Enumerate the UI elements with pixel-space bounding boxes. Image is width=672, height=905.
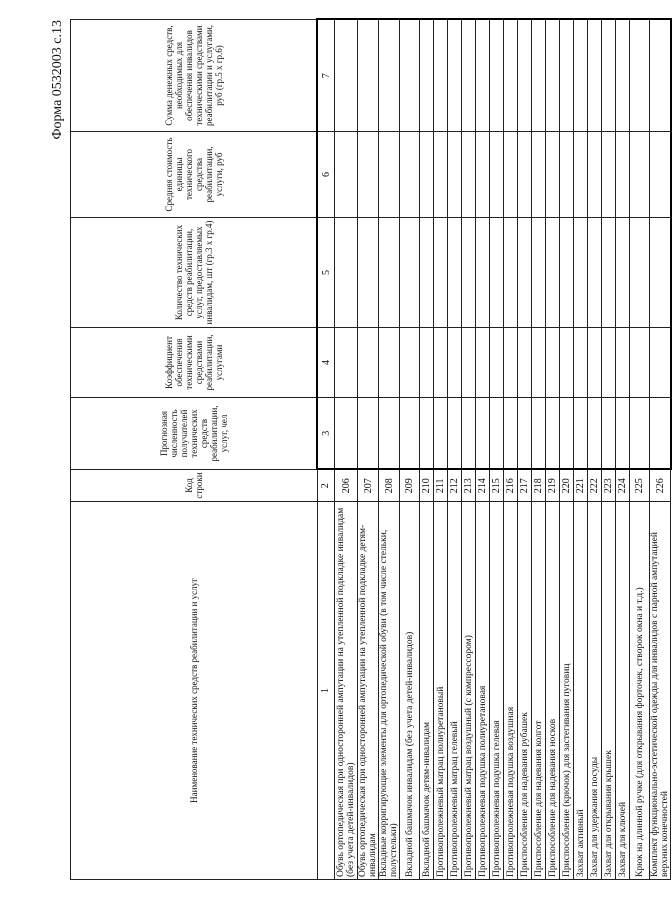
value-cell[interactable] <box>476 398 490 470</box>
row-code: 217 <box>518 470 532 502</box>
value-cell[interactable] <box>504 132 518 218</box>
value-cell[interactable] <box>504 218 518 328</box>
table-row <box>518 20 532 880</box>
value-cell[interactable] <box>434 398 448 470</box>
value-cell[interactable] <box>379 218 400 328</box>
value-cell[interactable] <box>574 132 588 218</box>
value-cell[interactable] <box>379 132 400 218</box>
row-code: 221 <box>574 470 588 502</box>
value-cell[interactable] <box>588 218 602 328</box>
row-name: Противопролежневая подушка гелевая <box>490 502 504 880</box>
value-cell[interactable] <box>588 328 602 398</box>
value-cell[interactable] <box>448 132 462 218</box>
value-cell[interactable] <box>518 20 532 132</box>
table-row <box>616 20 630 880</box>
table-row <box>400 20 420 880</box>
value-cell[interactable] <box>420 132 434 218</box>
col-number: 6 <box>317 132 335 218</box>
row-code: 223 <box>602 470 616 502</box>
value-cell[interactable] <box>379 20 400 132</box>
value-cell[interactable] <box>358 328 379 398</box>
table-row <box>532 20 546 880</box>
value-cell[interactable] <box>462 218 476 328</box>
value-cell[interactable] <box>504 328 518 398</box>
value-cell[interactable] <box>504 20 518 132</box>
col-header-unit-cost: Средняя стоимость единицы технического средства реабилитации, услуги, руб <box>71 132 318 218</box>
value-cell[interactable] <box>448 328 462 398</box>
value-cell[interactable] <box>616 218 630 328</box>
value-cell[interactable] <box>650 132 671 218</box>
value-cell[interactable] <box>420 328 434 398</box>
row-code: 226 <box>650 470 671 502</box>
row-code: 215 <box>490 470 504 502</box>
row-code: 222 <box>588 470 602 502</box>
value-cell[interactable] <box>462 398 476 470</box>
form-code: Форма 0532003 с.13 <box>50 20 65 140</box>
row-name: Противопролежневая подушка воздушная <box>504 502 518 880</box>
value-cell[interactable] <box>420 20 434 132</box>
value-cell[interactable] <box>588 20 602 132</box>
row-name: Приспособление для надевания носков <box>546 502 560 880</box>
value-cell[interactable] <box>602 398 616 470</box>
value-cell[interactable] <box>490 132 504 218</box>
row-name: Вкладной башмачок детям-инвалидам <box>420 502 434 880</box>
value-cell[interactable] <box>358 20 379 132</box>
row-code: 214 <box>476 470 490 502</box>
row-code: 208 <box>379 470 400 502</box>
value-cell[interactable] <box>630 20 650 132</box>
value-cell[interactable] <box>602 218 616 328</box>
row-name: Захват для открывания крышек <box>602 502 616 880</box>
row-code: 220 <box>560 470 574 502</box>
value-cell[interactable] <box>588 398 602 470</box>
value-cell[interactable] <box>630 218 650 328</box>
value-cell[interactable] <box>490 328 504 398</box>
value-cell[interactable] <box>490 20 504 132</box>
table-row <box>434 20 448 880</box>
row-name: Противопролежневый матрац воздушный (с компрессором) <box>462 502 476 880</box>
table-row <box>358 20 379 880</box>
value-cell[interactable] <box>560 20 574 132</box>
row-code: 207 <box>358 470 379 502</box>
value-cell[interactable] <box>448 218 462 328</box>
row-code: 219 <box>546 470 560 502</box>
table-row <box>602 20 616 880</box>
row-name: Захват для удержания посуды <box>588 502 602 880</box>
value-cell[interactable] <box>630 398 650 470</box>
value-cell[interactable] <box>574 328 588 398</box>
row-code: 210 <box>420 470 434 502</box>
row-code: 212 <box>448 470 462 502</box>
table-row <box>504 20 518 880</box>
row-name: Приспособление для надевания колгот <box>532 502 546 880</box>
row-name: Захват активный <box>574 502 588 880</box>
value-cell[interactable] <box>335 328 358 398</box>
value-cell[interactable] <box>518 218 532 328</box>
table-row <box>588 20 602 880</box>
value-cell[interactable] <box>358 218 379 328</box>
row-name: Приспособление (крючок) для застегивания пуговиц <box>560 502 574 880</box>
table-row <box>574 20 588 880</box>
value-cell[interactable] <box>434 132 448 218</box>
value-cell[interactable] <box>546 132 560 218</box>
row-code: 209 <box>400 470 420 502</box>
value-cell[interactable] <box>616 398 630 470</box>
row-name: Комплект функционально-эстетической одежды для инвалидов с парной ампутацией верхних конечностей <box>650 502 671 880</box>
table-row <box>335 20 358 880</box>
value-cell[interactable] <box>518 328 532 398</box>
value-cell[interactable] <box>532 398 546 470</box>
value-cell[interactable] <box>650 398 671 470</box>
value-cell[interactable] <box>560 398 574 470</box>
row-code: 206 <box>335 470 358 502</box>
value-cell[interactable] <box>335 20 358 132</box>
col-header-quantity: Количество технических средств реабилитации, услуг, предоставляемых инвалидам, шт (гр.3 х гр.4) <box>71 218 318 328</box>
row-name: Обувь ортопедическая при односторонней ампутации на утепленной подкладке инвалидам (без учета детей-инвалидов) <box>335 502 358 880</box>
value-cell[interactable] <box>532 328 546 398</box>
value-cell[interactable] <box>400 218 420 328</box>
value-cell[interactable] <box>400 328 420 398</box>
value-cell[interactable] <box>602 132 616 218</box>
col-header-name: Наименование технических средств реабилитации и услуг <box>71 502 318 880</box>
value-cell[interactable] <box>588 132 602 218</box>
value-cell[interactable] <box>434 218 448 328</box>
value-cell[interactable] <box>462 132 476 218</box>
value-cell[interactable] <box>420 398 434 470</box>
table-row <box>462 20 476 880</box>
value-cell[interactable] <box>448 398 462 470</box>
row-code: 224 <box>616 470 630 502</box>
value-cell[interactable] <box>616 132 630 218</box>
header-row <box>71 20 318 880</box>
col-number: 2 <box>317 470 335 502</box>
col-header-recipients: Прогнозная численность получателей технических средств реабилитации, услуг, чел <box>71 398 318 470</box>
value-cell[interactable] <box>574 398 588 470</box>
value-cell[interactable] <box>650 218 671 328</box>
value-cell[interactable] <box>335 132 358 218</box>
value-cell[interactable] <box>560 218 574 328</box>
value-cell[interactable] <box>434 328 448 398</box>
value-cell[interactable] <box>476 132 490 218</box>
value-cell[interactable] <box>546 218 560 328</box>
value-cell[interactable] <box>379 398 400 470</box>
value-cell[interactable] <box>630 132 650 218</box>
row-code: 218 <box>532 470 546 502</box>
col-number: 1 <box>317 502 335 880</box>
value-cell[interactable] <box>532 132 546 218</box>
value-cell[interactable] <box>532 20 546 132</box>
value-cell[interactable] <box>602 20 616 132</box>
value-cell[interactable] <box>476 328 490 398</box>
value-cell[interactable] <box>546 398 560 470</box>
value-cell[interactable] <box>462 328 476 398</box>
value-cell[interactable] <box>650 328 671 398</box>
row-code: 213 <box>462 470 476 502</box>
value-cell[interactable] <box>490 218 504 328</box>
value-cell[interactable] <box>358 398 379 470</box>
table-row <box>448 20 462 880</box>
col-number: 7 <box>317 20 335 132</box>
value-cell[interactable] <box>518 398 532 470</box>
rehab-means-table <box>70 19 672 881</box>
table-row <box>476 20 490 880</box>
table-row <box>420 20 434 880</box>
value-cell[interactable] <box>560 328 574 398</box>
table-row <box>650 20 671 880</box>
col-number: 5 <box>317 218 335 328</box>
value-cell[interactable] <box>490 398 504 470</box>
row-code: 211 <box>434 470 448 502</box>
table-row <box>379 20 400 880</box>
value-cell[interactable] <box>616 20 630 132</box>
table-row <box>490 20 504 880</box>
column-number-row <box>317 20 335 880</box>
value-cell[interactable] <box>574 218 588 328</box>
value-cell[interactable] <box>400 132 420 218</box>
value-cell[interactable] <box>476 218 490 328</box>
value-cell[interactable] <box>602 328 616 398</box>
value-cell[interactable] <box>358 132 379 218</box>
row-name: Крюк на длинной ручке (для открывания форточек, створок окна и т.д.) <box>630 502 650 880</box>
value-cell[interactable] <box>420 218 434 328</box>
value-cell[interactable] <box>335 218 358 328</box>
value-cell[interactable] <box>616 328 630 398</box>
row-name: Противопролежневый матрац гелевый <box>448 502 462 880</box>
table-row <box>546 20 560 880</box>
row-name: Противопролежневый матрац полиуретановый <box>434 502 448 880</box>
row-name: Захват для ключей <box>616 502 630 880</box>
rotated-form-page <box>48 20 670 880</box>
row-code: 225 <box>630 470 650 502</box>
value-cell[interactable] <box>504 398 518 470</box>
value-cell[interactable] <box>574 20 588 132</box>
col-header-code: Код строки <box>71 470 318 502</box>
value-cell[interactable] <box>400 398 420 470</box>
row-name: Противопролежневая подушка полиуретановая <box>476 502 490 880</box>
form-page <box>48 20 670 880</box>
value-cell[interactable] <box>400 20 420 132</box>
value-cell[interactable] <box>650 20 671 132</box>
value-cell[interactable] <box>448 20 462 132</box>
value-cell[interactable] <box>630 328 650 398</box>
row-code: 216 <box>504 470 518 502</box>
col-header-coefficient: Коэффициент обеспечения техническими средствами реабилитации, услугами <box>71 328 318 398</box>
value-cell[interactable] <box>462 20 476 132</box>
table-row <box>560 20 574 880</box>
value-cell[interactable] <box>335 398 358 470</box>
value-cell[interactable] <box>546 328 560 398</box>
value-cell[interactable] <box>476 20 490 132</box>
row-name: Вкладной башмачок инвалидам (без учета детей-инвалидов) <box>400 502 420 880</box>
value-cell[interactable] <box>560 132 574 218</box>
row-name: Обувь ортопедическая при односторонней ампутации на утепленной подкладке детям-инвалидам <box>358 502 379 880</box>
value-cell[interactable] <box>434 20 448 132</box>
value-cell[interactable] <box>518 132 532 218</box>
table-row <box>630 20 650 880</box>
value-cell[interactable] <box>532 218 546 328</box>
col-header-total-sum: Сумма денежных средств, необходимых для обеспечения инвалидов техническими средствами реабилитации и услугами, руб (гр.5 х гр.6) <box>71 20 318 132</box>
row-name: Приспособление для надевания рубашек <box>518 502 532 880</box>
col-number: 3 <box>317 398 335 470</box>
row-name: Вкладные корригирующие элементы для ортопедической обуви (в том числе стельки, полустельки) <box>379 502 400 880</box>
value-cell[interactable] <box>379 328 400 398</box>
value-cell[interactable] <box>546 20 560 132</box>
col-number: 4 <box>317 328 335 398</box>
